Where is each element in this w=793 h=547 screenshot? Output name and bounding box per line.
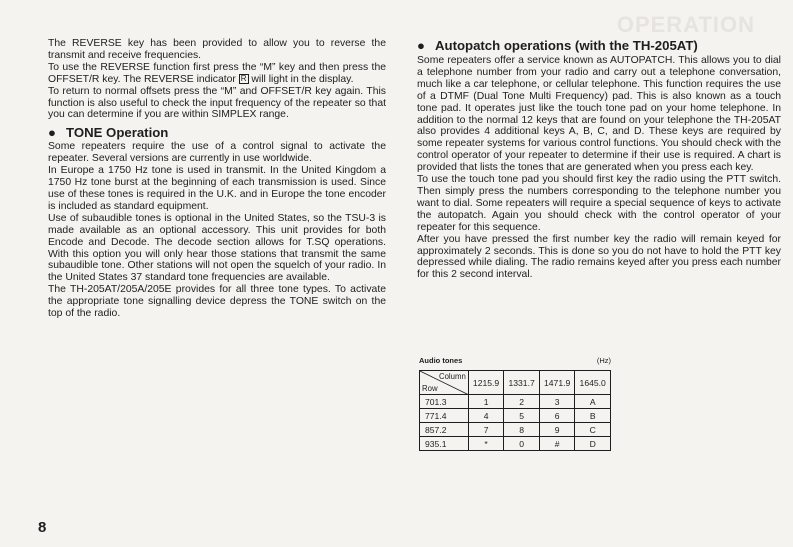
- tone-paragraph: Use of subaudible tones is optional in the United States, so the TSU-3 is made available as an optional accessory. This unit provides for both Encode and Decode. The decode section allows for T.SQ operations. With this option you will only hear those stations that transmit the same subaudible tone. Other stations will not open the squelch of your radio. In the United States 37 standard tone frequencies are available.: [48, 212, 386, 284]
- key-cell: 3: [539, 395, 575, 409]
- key-cell: 5: [504, 409, 540, 423]
- column-header: 1471.9: [539, 371, 575, 395]
- key-cell: *: [468, 437, 504, 451]
- key-cell: 9: [539, 423, 575, 437]
- column-header: 1215.9: [468, 371, 504, 395]
- autopatch-paragraph: Some repeaters offer a service known as AUTOPATCH. This allows you to dial a telephone number from your radio and carry out a telephone conversation, much like a car telephone, or cellular telephone. This function requires the use of a DTMF (Dual Tone Multi Frequency) pad. This is also known as a touch tone pad. It operates just like the touch tone pad on your home telephone. In addition to the normal 12 keys that are found on your telephone the TH-205AT also provides 4 additional keys A, B, C, and D. These keys are required by some repeater systems for various control functions. You should check with the control operator of your repeater to determine if their use is required. A chart is provided that lists the tones that are generated when you press each key.: [417, 55, 781, 174]
- table-unit: (Hz): [596, 356, 611, 365]
- row-label: 701.3: [420, 395, 469, 409]
- row-label: 935.1: [420, 437, 469, 451]
- key-cell: 1: [468, 395, 504, 409]
- page-number: 8: [38, 519, 47, 536]
- key-cell: 7: [468, 423, 504, 437]
- row-label: 771.4: [420, 409, 469, 423]
- key-cell: 0: [504, 437, 540, 451]
- column-header: 1331.7: [504, 371, 540, 395]
- reverse-return: To return to normal offsets press the “M” and OFFSET/R key again. This function is also useful to check the input frequency of the repeater so that you can determine if you are within SIMPLEX range.: [48, 85, 386, 121]
- row-label: 857.2: [420, 423, 469, 437]
- key-cell: A: [575, 395, 611, 409]
- tone-grid: [419, 370, 611, 451]
- key-cell: 8: [504, 423, 540, 437]
- left-column: [48, 38, 386, 320]
- key-cell: D: [575, 437, 611, 451]
- column-header: 1645.0: [575, 371, 611, 395]
- table-row: [420, 395, 611, 409]
- tone-heading: ● TONE Operation: [48, 125, 169, 141]
- reverse-intro: The REVERSE key has been provided to allow you to reverse the transmit and receive frequencies.: [48, 38, 386, 61]
- tone-paragraph: In Europe a 1750 Hz tone is used in transmit. In the United Kingdom a 1750 Hz tone burst at the beginning of each transmission is used. Since use of these tones is required in the U.K. and in Europe the tone encoder is included as standard equipment.: [48, 165, 386, 212]
- key-cell: 6: [539, 409, 575, 423]
- tone-paragraph: The TH-205AT/205A/205E provides for all three tone types. To activate the appropriate tone signalling device depress the TONE switch on the top of the radio.: [48, 284, 386, 320]
- right-column: [417, 38, 781, 281]
- table-title: Audio tones: [419, 356, 463, 365]
- autopatch-paragraph: To use the touch tone pad you should first key the radio using the PTT switch. Then simply press the numbers corresponding to the telephone number you want to dial. Some repeaters will require a special sequence of keys to activate the autopatch. Again you should check with the control operator of your repeater for this sequence.: [417, 174, 781, 233]
- table-row: [420, 437, 611, 451]
- corner-row-label: Row: [422, 384, 438, 393]
- audio-tones-table: [419, 356, 611, 451]
- key-cell: B: [575, 409, 611, 423]
- corner-column-label: Column: [438, 372, 466, 381]
- key-cell: 2: [504, 395, 540, 409]
- table-row: [420, 409, 611, 423]
- reverse-how-to: To use the REVERSE function first press the “M” key and then press the OFFSET/R key. The REVERSE indicator R will light in the display.: [48, 61, 386, 85]
- tone-paragraph: Some repeaters require the use of a control signal to activate the repeater. Several versions are currently in use worldwide.: [48, 141, 386, 165]
- table-row: [420, 423, 611, 437]
- table-header-row: [420, 371, 611, 395]
- table-header: [419, 356, 611, 365]
- autopatch-paragraph: After you have pressed the first number key the radio will remain keyed for approximately 2 seconds. This is done so you do not have to hold the PTT key depressed while dialing. The radio remains keyed after you press each number for this 2 second interval.: [417, 233, 781, 281]
- key-cell: C: [575, 423, 611, 437]
- key-cell: 4: [468, 409, 504, 423]
- bullet-icon: ●: [417, 38, 425, 53]
- autopatch-heading: ● Autopatch operations (with the TH-205AT): [417, 38, 698, 53]
- bullet-icon: ●: [48, 125, 56, 141]
- reverse-indicator-icon: R: [240, 73, 247, 83]
- ghost-header: OPERATION: [616, 12, 755, 37]
- key-cell: #: [539, 437, 575, 451]
- table-corner: [420, 371, 469, 395]
